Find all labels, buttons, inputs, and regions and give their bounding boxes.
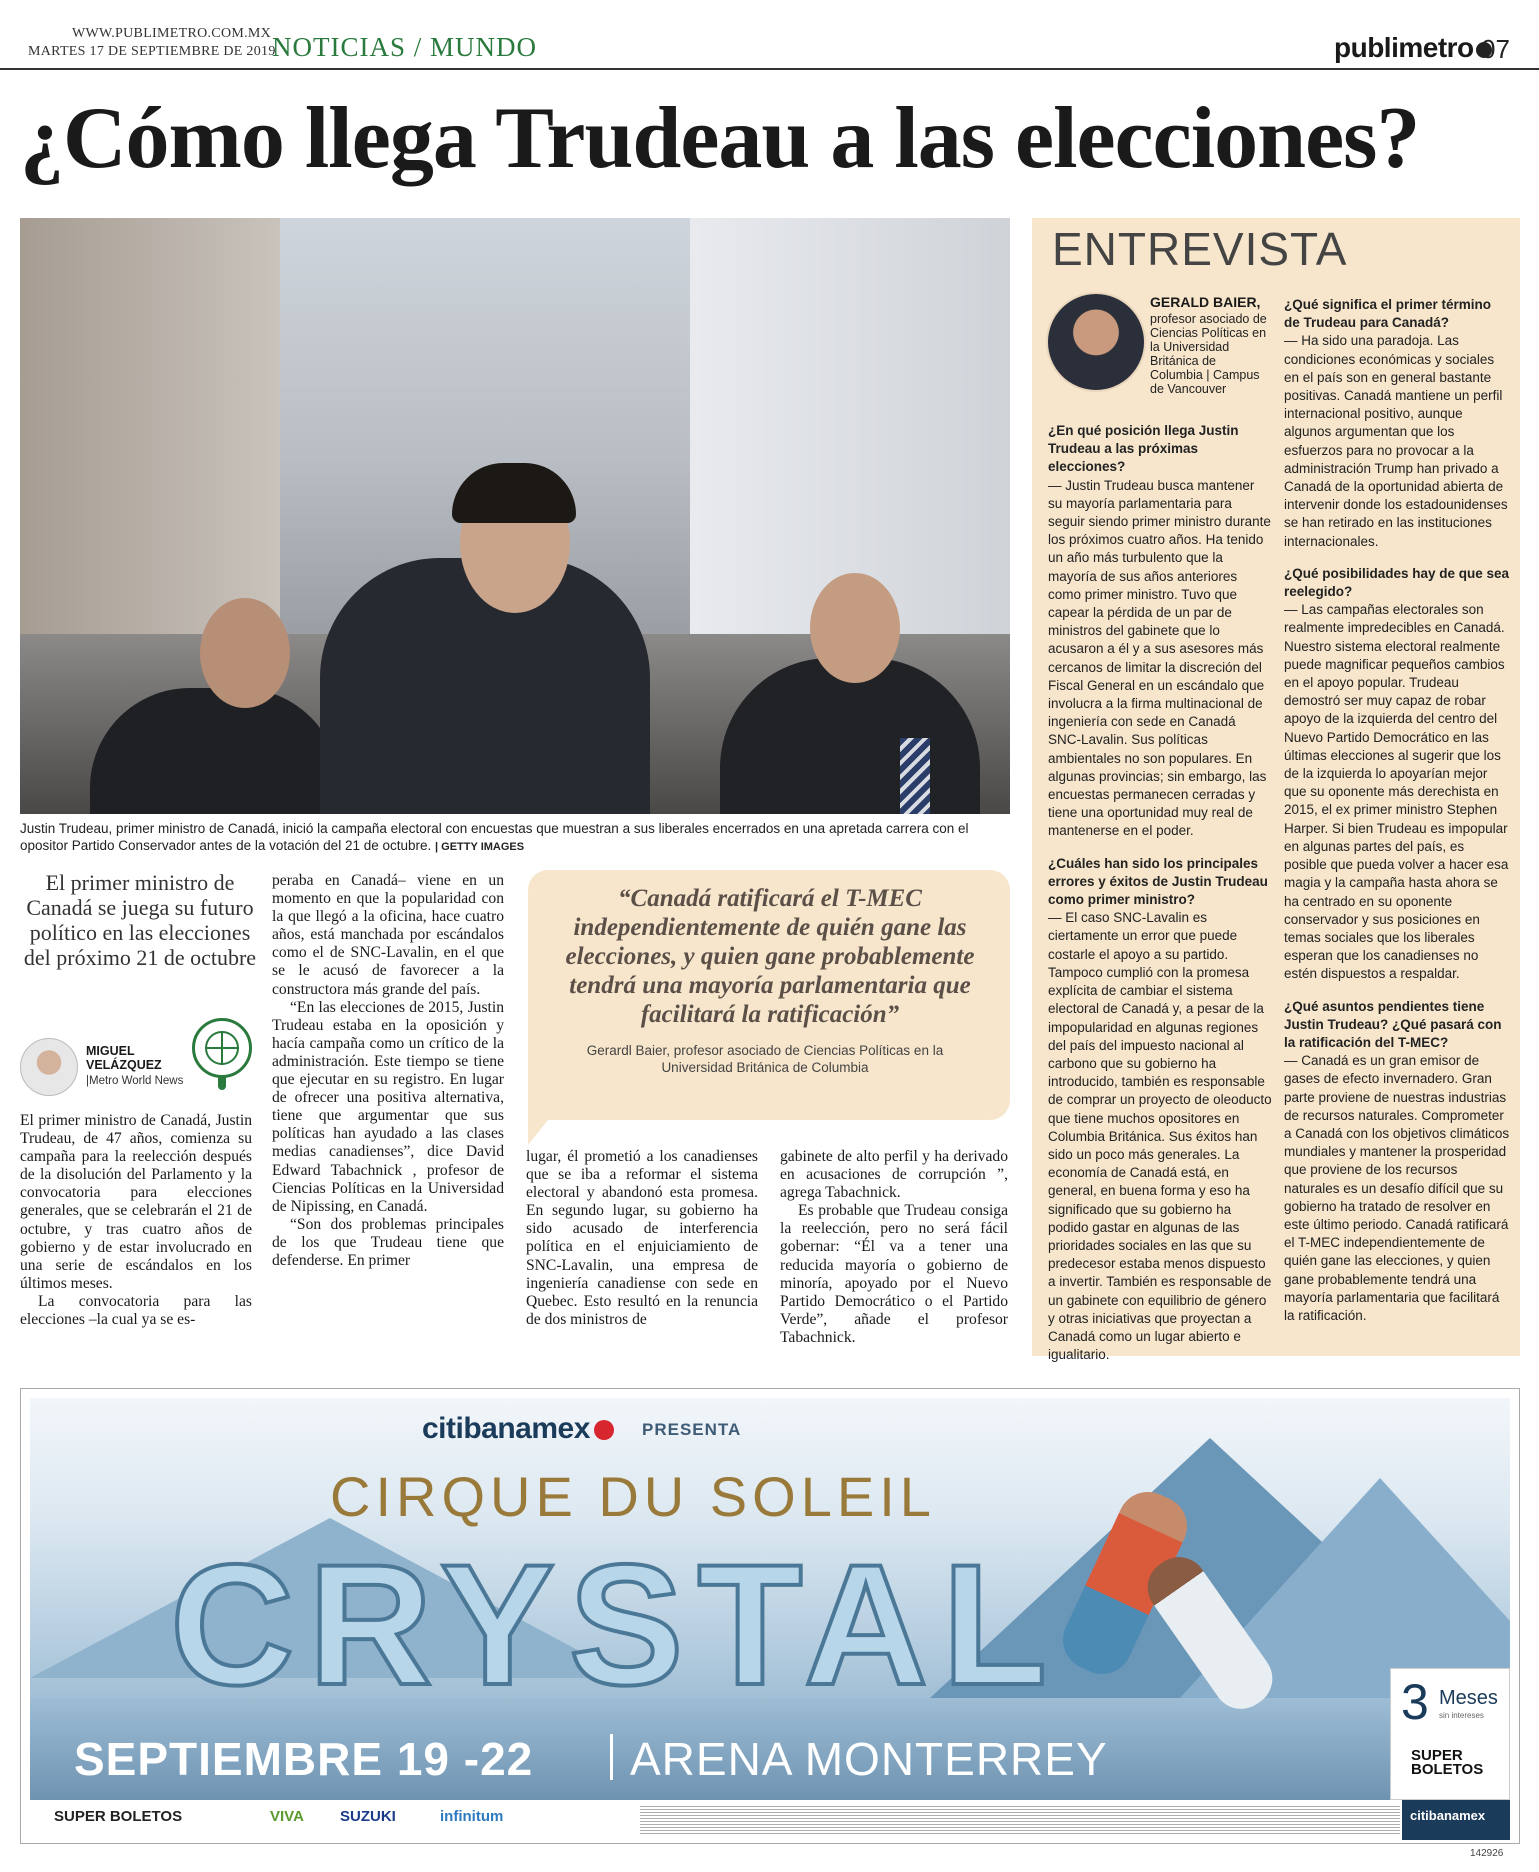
photo-credit: | GETTY IMAGES: [435, 841, 525, 853]
ad-dates: SEPTIEMBRE 19 -22: [74, 1733, 534, 1785]
interviewee-name: GERALD BAIER,: [1150, 294, 1261, 310]
article-paragraph: Es probable que Trudeau consiga la reelección, pero no será fácil gobernar: “Él va a tener una reducida mayoría o gobierno de minoría, apoyado por el Nuevo Partido Democrático o el Partido Verde”, añade el profesor Tabachnick.: [780, 1202, 1008, 1346]
pull-quote-text: “Canadá ratificará el T-MEC independientemente de quién gane las elecciones, y quien gane probablemente tendrá una mayoría parlamentaria que facilitará la ratificación”: [565, 885, 975, 1028]
ad-title: CRYSTAL: [170, 1529, 1062, 1721]
ad-code: 142926: [1470, 1848, 1504, 1859]
article-column-1: [20, 1112, 252, 1329]
superboletos-footer-logo: SUPER BOLETOS: [54, 1808, 183, 1825]
interview-column-1: [1048, 422, 1272, 1378]
cirque-advertisement[interactable]: [30, 1398, 1510, 1800]
article-paragraph: La convocatoria para las elecciones –la cual ya se es-: [20, 1292, 252, 1329]
author-avatar: [20, 1038, 78, 1096]
infinitum-logo: infinitum: [440, 1808, 504, 1825]
interview-question: ¿Qué asuntos pendientes tiene Justin Trudeau? ¿Qué pasará con la ratificación del T-MEC?: [1284, 998, 1502, 1050]
interviewee-avatar: [1046, 292, 1146, 392]
header-rule: [0, 68, 1539, 70]
trudeau-photo: [20, 218, 1010, 814]
header-date: MARTES 17 DE SEPTIEMBRE DE 2019: [28, 44, 276, 59]
section-label: NOTICIAS / MUNDO: [272, 32, 537, 62]
interview-answer: — Ha sido una paradoja. Las condiciones económicas y sociales en el país son en general bastante positivas. Canadá mantiene un perfil internacional positivo, aunque algunos argumentan que los esfuerzos para no provocar a la administración Trump han privado a Canadá de la oportunidad abierta de intervenir donde los estadounidenses se han retirado en las instituciones internacionales.: [1284, 333, 1508, 549]
article-deck: El primer ministro de Canadá se juega su futuro político en las elecciones del próximo 21 de octubre: [23, 870, 257, 970]
interview-box: [1032, 218, 1520, 1363]
interview-title: ENTREVISTA: [1052, 223, 1348, 275]
article-paragraph: “En las elecciones de 2015, Justin Trudeau estaba en la oposición y hacía campaña como un crítico de la administración. Este tiempo se tiene que ejecutar en su registro. En lugar de ofrecer una positiva alternativa, tiene que argumentar que sus políticas han ayudado a las clases medias canadienses”, dice David Edward Tabachnick , profesor de Ciencias Políticas en la Universidad de Nipissing, en Canadá.: [272, 998, 504, 1215]
superboletos-logo: SUPER BOLETOS: [1411, 1747, 1484, 1778]
interview-answer: — El caso SNC-Lavalin es ciertamente un error que puede costarle el apoyo a su partido. Tampoco cumplió con la promesa explícita de cambiar el sistema electoral de Canadá y, a pesar de la impopularidad en algunas regiones del país del impuesto nacional al carbono que su gobierno ha introducido, también es responsable de comprar un proyecto de oleoducto que tiene muchos opositores en Columbia Británica. Sus éxitos han sido un poco más generales. La economía de Canadá está, en general, en buena forma y eso ha significado que su gobierno ha podido gastar en algunas de las prioridades sociales en las que su predecesor estaba menos dispuesto a invertir. También es responsable de un gabinete con equilibrio de género y otras iniciativas que proyectan a Canadá como un lugar abierto e igualitario.: [1048, 910, 1272, 1363]
ad-fine-print: [640, 1806, 1400, 1836]
article-paragraph: El primer ministro de Canadá, Justin Trudeau, de 47 años, comienza su campaña para la reelección después de la disolución del Parlamento y la convocatoria para elecciones generales, que se celebrarán el 21 de octubre, y tras cuatro años de gobierno y de estar involucrado en una serie de escándalos en los últimos meses.: [20, 1112, 252, 1292]
ad-venue: ARENA MONTERREY: [630, 1733, 1108, 1785]
photo-person-right-head: [810, 573, 900, 683]
offer-subtext: sin intereses: [1439, 1711, 1484, 1720]
world-globe-icon: [192, 1018, 252, 1078]
interviewee-role: profesor asociado de Ciencias Políticas en la Universidad Británica de Columbia | Campus de Vancouver: [1150, 312, 1267, 396]
photo-striped-tie: [900, 738, 930, 814]
interview-question: ¿Qué significa el primer término de Trudeau para Canadá?: [1284, 297, 1492, 331]
offer-number: 3: [1401, 1674, 1429, 1730]
ad-offer-box: [1390, 1668, 1510, 1800]
pull-quote-tail: [528, 1095, 568, 1145]
article-column-4: [780, 1148, 1008, 1347]
pull-quote-attribution: Gerardl Baier, profesor asociado de Ciencias Políticas en la Universidad Británica de Columbia: [586, 1043, 944, 1075]
interview-question: ¿En qué posición llega Justin Trudeau a las próximas elecciones?: [1048, 423, 1239, 475]
citibanamex-logo-icon: [594, 1420, 614, 1440]
interview-question: ¿Qué posibilidades hay de que sea reelegido?: [1284, 565, 1510, 600]
globe-pin: [218, 1076, 226, 1090]
headline: ¿Cómo llega Trudeau a las elecciones?: [20, 90, 1420, 187]
interview-answer: — Canadá es un gran emisor de gases de efecto invernadero. Gran parte proviene de nuestras industrias de recursos naturales. Comprometer a Canadá con los objetivos climáticos mundiales y mantener la prosperidad que proviene de los recursos naturales es un desafío difícil que su gobierno ha tratado de resolver en este último periodo. Canadá ratificará el T-MEC independientemente de quién gane las elecciones, y quien gane probablemente tendrá una mayoría parlamentaria que facilitará la ratificación.: [1284, 1053, 1510, 1323]
photo-trudeau-hair: [452, 463, 576, 523]
photo-person-left-head: [200, 598, 290, 708]
author-name: MIGUEL VELÁZQUEZ: [86, 1044, 162, 1072]
interview-question: ¿Cuáles han sido los principales errores y éxitos de Justin Trudeau como primer ministro?: [1048, 855, 1268, 908]
article-paragraph: lugar, él prometió a los canadienses que se iba a reformar el sistema electoral y abandonó esta promesa. En segundo lugar, su gobierno ha sido acusado de interferencia política en el enjuiciamiento de SNC-Lavalin, una empresa de ingeniería canadiense con sede en Quebec. Esto resultó en la renuncia de dos ministros de: [526, 1148, 758, 1328]
author-org: |Metro World News: [86, 1075, 184, 1087]
citibanamex-footer-logo: citibanamex: [1410, 1808, 1486, 1823]
ad-sponsor-logo: [422, 1412, 614, 1446]
interview-answer: — Las campañas electorales son realmente impredecibles en Canadá. Nuestro sistema electoral realmente puede magnificar pequeños cambios en el apoyo popular. Trudeau demostró ser muy capaz de robar apoyo de la izquierda del centro del Nuevo Partido Democrático en las últimas elecciones al sugerir que los de la izquierda lo apoyarían mejor que su oponente más derechista en 2015, el ex primer ministro Stephen Harper. Si bien Trudeau es impopular en algunas partes del país, es posible que pueda volver a hacer esa magia y la campaña hasta ahora se ha centrado en su oponente conservador y sus posiciones en temas sociales que los liberales esperan que los canadienses no estén dispuestos a respaldar.: [1284, 602, 1509, 982]
page-number: 07: [1481, 34, 1510, 64]
article-paragraph: “Son dos problemas principales de los que Trudeau tiene que defenderse. En primer: [272, 1215, 504, 1269]
globe-longitude: [221, 1031, 223, 1065]
publimetro-logo: [1334, 32, 1492, 64]
sponsor-name: citibanamex: [422, 1412, 590, 1445]
interview-answer: — Justin Trudeau busca mantener su mayoría parlamentaria para seguir siendo primer ministro durante los próximos cuatro años. Ha tenido un año más turbulento que la mayoría de sus años anteriores como primer ministro. Tuvo que capear la pérdida de un par de ministros del gabinete que lo acusaron a él y a sus asesores más cercanos de limitar la discreción del Fiscal General en un escándalo que involucra a la firma multinacional de ingeniería con sede en Canadá SNC-Lavalin. Sus políticas ambientales no son populares. En algunas provincias; sin embargo, las encuestas permanecen cerradas y tiene una oportunidad muy real de mantenerse en el poder.: [1048, 477, 1271, 839]
suzuki-logo: SUZUKI: [340, 1808, 396, 1825]
article-column-3: [526, 1148, 758, 1329]
header-url: WWW.PUBLIMETRO.COM.MX: [72, 26, 272, 41]
ad-presenta: PRESENTA: [642, 1420, 742, 1439]
offer-text: Meses: [1439, 1687, 1498, 1709]
ad-show-name: CIRQUE DU SOLEIL: [330, 1465, 936, 1528]
article-paragraph: peraba en Canadá– viene en un momento en que la popularidad con la que llegó a la oficina, hace cuatro años, está manchada por escándalos como el de SNC-Lavalin, en el que se le acusó de favorecer a la constructora más grande del país.: [272, 872, 504, 998]
ad-footer: [30, 1800, 1510, 1840]
logo-text: publimetro: [1334, 32, 1474, 63]
ad-divider: [610, 1734, 613, 1780]
interview-column-2: [1284, 296, 1510, 1339]
caption-text: Justin Trudeau, primer ministro de Canadá, inició la campaña electoral con encuestas que muestran a sus liberales encerrados en una apretada carrera con el opositor Partido Conservador antes de la votación del 21 de octubre.: [20, 821, 969, 853]
viva-logo: VIVA: [270, 1808, 304, 1825]
article-column-2: [272, 872, 504, 1270]
photo-caption: [20, 820, 1010, 856]
article-paragraph: gabinete de alto perfil y ha derivado en acusaciones de corrupción ”, agrega Tabachnick.: [780, 1148, 1008, 1202]
